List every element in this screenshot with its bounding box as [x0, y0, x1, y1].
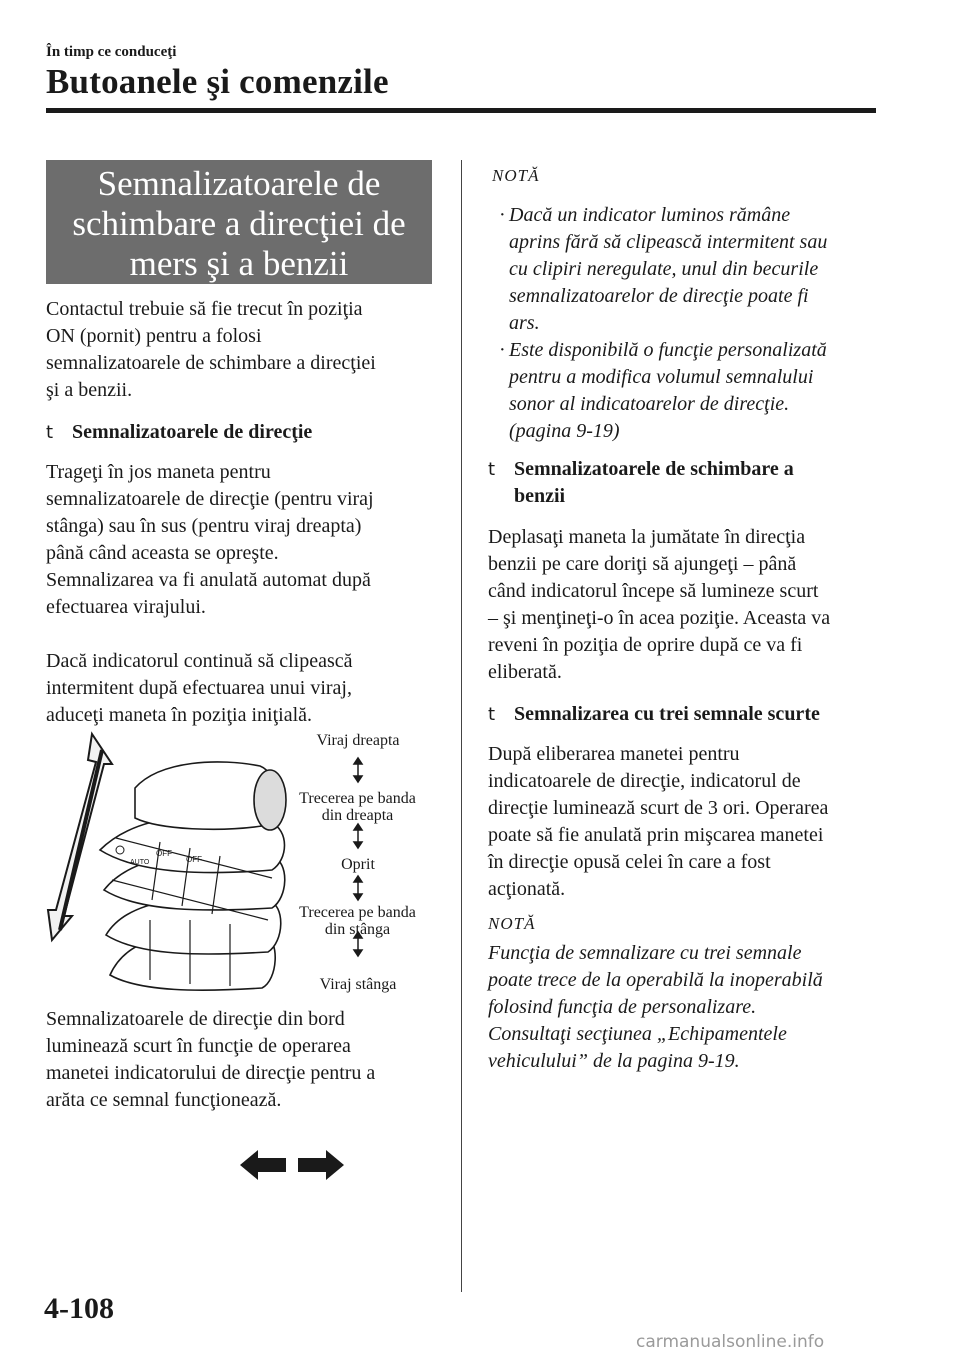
paragraph-dashboard-indicators — [46, 1006, 375, 1114]
text-line: Contactul trebuie să fie trecut în poziţia — [46, 298, 363, 320]
text-line: intermitent după efectuarea unui viraj, — [46, 677, 352, 699]
note-label: NOTĂ — [492, 166, 540, 185]
subheading-text: Semnalizatoarele de direcţie — [72, 421, 313, 443]
text-line: arăta ce semnal funcţionează. — [46, 1089, 282, 1111]
text-line: Semnalizatoarele de direcţie din bord — [46, 1008, 345, 1030]
text-line: efectuarea virajului. — [46, 596, 206, 618]
paragraph-reset-lever — [46, 648, 353, 729]
text-line: folosind funcţia de personalizare. — [488, 996, 757, 1018]
text-line: poate trece de la operabilă la inoperabilă — [488, 969, 823, 991]
subheading-turn-signals — [46, 419, 312, 446]
page-navigation — [240, 1148, 344, 1182]
text-line: Dacă un indicator luminos rămâne — [509, 204, 791, 226]
text-line: ON (pornit) pentru a folosi — [46, 325, 262, 347]
next-page-arrow-icon[interactable] — [298, 1150, 344, 1180]
text-line: şi a benzii. — [46, 379, 133, 401]
subhead-marker: t — [46, 422, 54, 443]
text-line: Semnalizarea va fi anulată automat după — [46, 569, 371, 591]
section-title-line: mers şi a benzii — [129, 244, 349, 283]
note-label: NOTĂ — [488, 914, 536, 933]
section-title-line: Semnalizatoarele de — [97, 164, 381, 203]
text-line: ars. — [509, 312, 540, 334]
label-trecerea-dreapta-2: din dreapta — [321, 807, 394, 824]
section-title-box — [46, 160, 432, 284]
paragraph-lane-change — [488, 524, 830, 686]
text-line: semnalizatoarele de schimbare a direcţiei — [46, 352, 376, 374]
label-oprit: Oprit — [341, 856, 375, 873]
note-paragraph — [488, 940, 823, 1075]
text-line: poate să fie anulată prin mişcarea manetei — [488, 824, 824, 846]
text-line: luminează scurt în funcţie de operarea — [46, 1035, 351, 1057]
label-trecerea-stanga-2: din stânga — [324, 921, 391, 938]
text-line: vehiculului” de la pagina 9-19. — [488, 1050, 740, 1072]
paragraph-three-flash — [488, 741, 828, 903]
text-line: Dacă indicatorul continuă să clipească — [46, 650, 353, 672]
previous-page-arrow-icon[interactable] — [240, 1150, 286, 1180]
text-line: sonor al indicatoarelor de direcţie. — [509, 393, 790, 415]
subhead-marker: t — [488, 704, 496, 725]
text-line: până când aceasta se opreşte. — [46, 542, 279, 564]
text-line: (pagina 9-19) — [509, 420, 620, 442]
text-line: Consultaţi secţiunea „Echipamentele — [488, 1023, 787, 1045]
bullet-icon: · — [499, 204, 506, 226]
intro-paragraph — [46, 296, 376, 404]
text-line: aduceţi maneta în poziţia iniţială. — [46, 704, 313, 726]
text-line: Deplasaţi maneta la jumătate în direcţia — [488, 526, 806, 548]
subheading-lane-change — [488, 456, 794, 510]
text-line: indicatoarele de direcţie, indicatorul de — [488, 770, 801, 792]
subhead-marker: t — [488, 459, 496, 480]
page-number: 4-108 — [44, 1292, 114, 1325]
text-line: cu clipiri neregulate, unul din becurile — [509, 258, 819, 280]
breadcrumb: În timp ce conduceţi — [46, 44, 177, 60]
auto-label: AUTO — [130, 859, 150, 866]
text-line: aprins fără să clipească intermitent sau — [509, 231, 828, 253]
label-viraj-dreapta: Viraj dreapta — [316, 732, 400, 749]
off-label-1: OFF — [156, 849, 172, 858]
bullet-icon: · — [499, 339, 506, 361]
subheading-text: Semnalizarea cu trei semnale scurte — [514, 703, 820, 725]
column-divider — [461, 160, 462, 1292]
text-line: semnalizatoarele de direcţie (pentru viraj — [46, 488, 374, 510]
text-line: Trageţi în jos maneta pentru — [46, 461, 271, 483]
off-label-2: OFF — [186, 855, 202, 864]
text-line: După eliberarea manetei pentru — [488, 743, 740, 765]
text-line: semnalizatoarelor de direcţie poate fi — [509, 285, 809, 307]
text-line: când indicatorul începe să lumineze scurt — [488, 580, 819, 602]
text-line: în direcţie opusă celei în care a fost — [488, 851, 771, 873]
subheading-text: benzii — [514, 485, 566, 507]
chapter-title: Butoanele şi comenzile — [46, 62, 389, 101]
text-line: Funcţia de semnalizare cu trei semnale — [488, 942, 802, 964]
subheading-three-flash — [488, 701, 820, 728]
text-line: pentru a modifica volumul semnalului — [509, 366, 814, 388]
text-line: reveni în poziţia de oprire după ce va fi — [488, 634, 803, 656]
text-line: benzii pe care doriţi să ajungeţi – până — [488, 553, 797, 575]
label-trecerea-dreapta-1: Trecerea pe banda — [299, 790, 416, 807]
note-bullet — [499, 337, 827, 445]
text-line: Este disponibilă o funcţie personalizată — [509, 339, 827, 361]
paragraph-turn-signals — [46, 459, 374, 621]
subheading-text: Semnalizatoarele de schimbare a — [514, 458, 794, 480]
header-rule — [46, 108, 876, 113]
label-viraj-stanga: Viraj stânga — [319, 976, 397, 993]
text-line: stânga) sau în sus (pentru viraj dreapta) — [46, 515, 362, 537]
label-trecerea-stanga-1: Trecerea pe banda — [299, 904, 416, 921]
text-line: – şi menţineţi-o în acea poziţie. Aceasta va — [488, 607, 831, 629]
watermark: carmanualsonline.info — [636, 1332, 825, 1352]
text-line: acţionată. — [488, 878, 566, 900]
text-line: manetei indicatorului de direcţie pentru a — [46, 1062, 376, 1084]
note-bullet — [499, 202, 828, 337]
text-line: eliberată. — [488, 661, 562, 683]
turn-signal-lever-diagram — [40, 730, 440, 1000]
text-line: direcţie luminează scurt de 3 ori. Operarea — [488, 797, 829, 819]
section-title-line: schimbare a direcţiei de — [72, 204, 406, 243]
